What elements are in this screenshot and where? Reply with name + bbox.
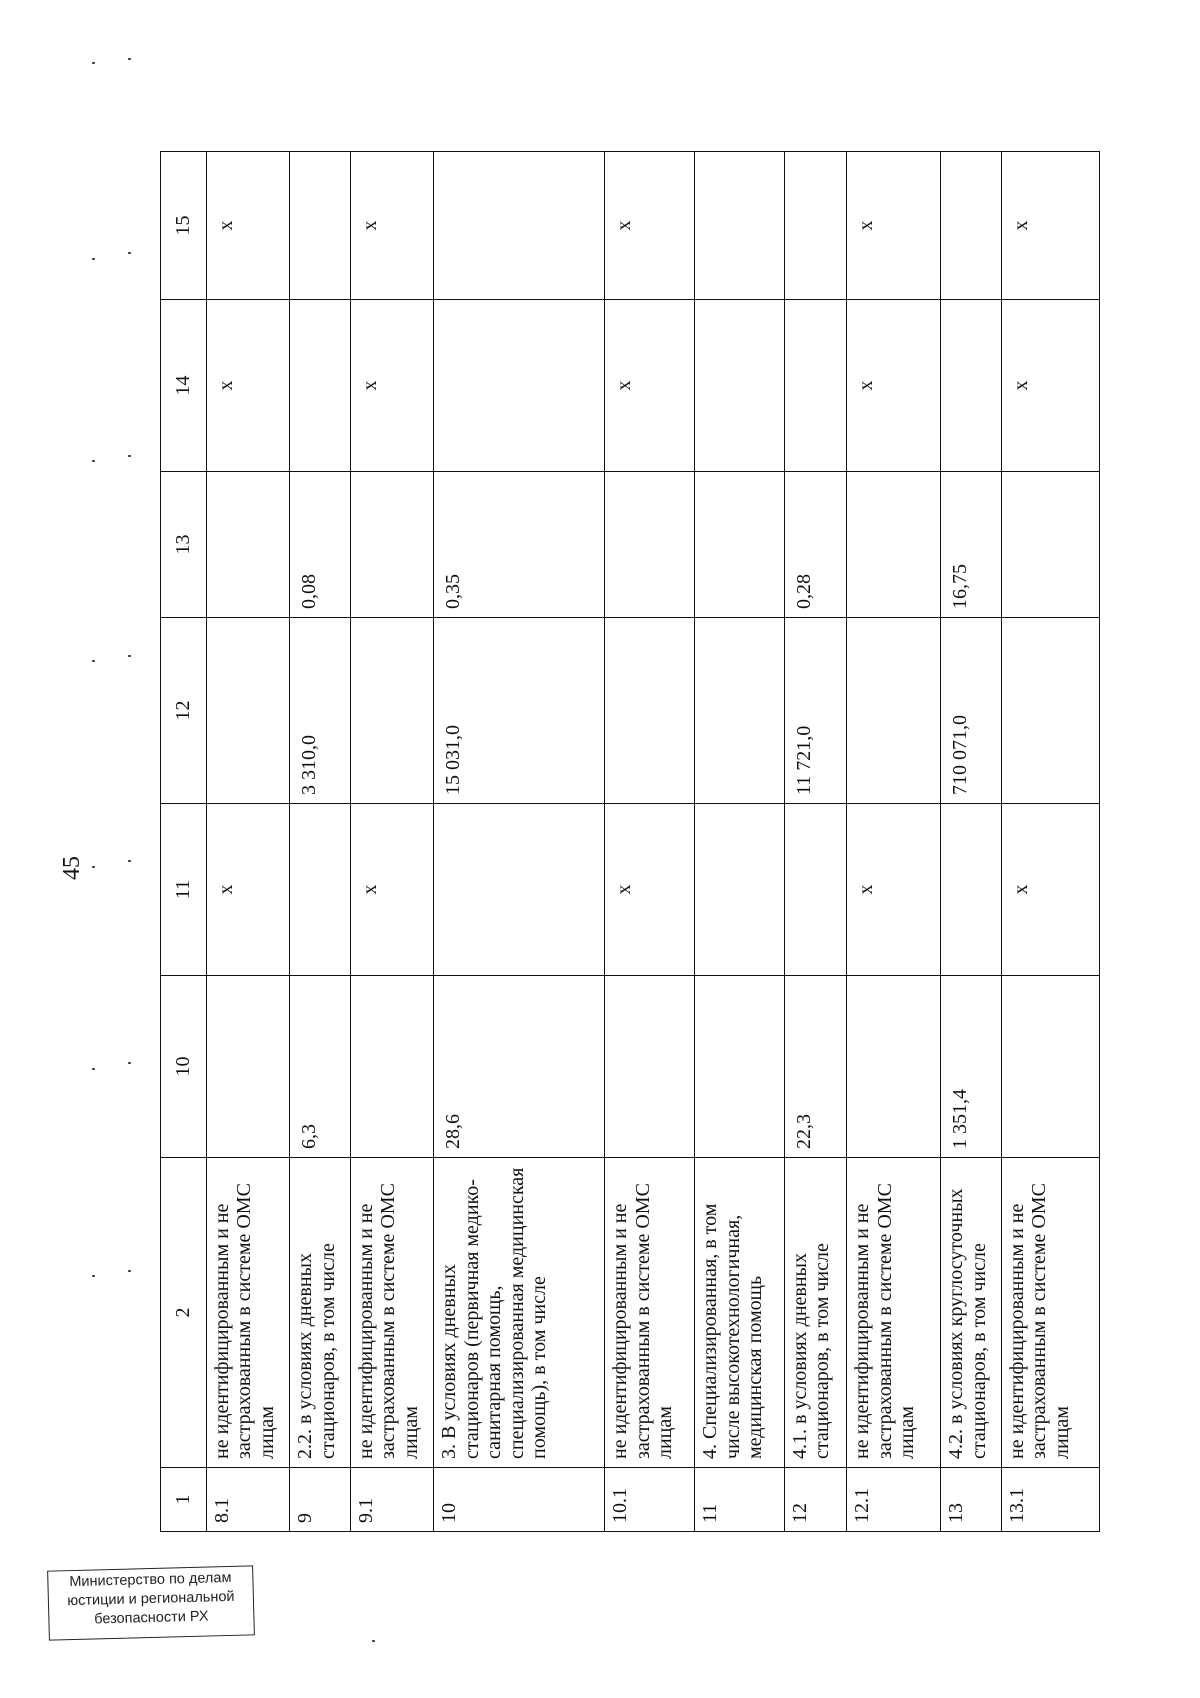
cell-col-11 bbox=[695, 804, 785, 976]
column-header-10: 10 bbox=[161, 976, 207, 1158]
cell-col-11 bbox=[290, 804, 351, 976]
cell-col-12 bbox=[847, 618, 941, 804]
stamp-line: юстиции и региональной bbox=[67, 1588, 235, 1610]
row-number: 10.1 bbox=[605, 1468, 695, 1532]
row-number: 8.1 bbox=[207, 1468, 290, 1532]
column-header-11: 11 bbox=[161, 804, 207, 976]
scan-speck bbox=[128, 860, 131, 862]
cell-col-10 bbox=[847, 976, 941, 1158]
row-number: 12 bbox=[784, 1468, 847, 1532]
cell-col-13: 16,75 bbox=[941, 472, 1002, 618]
cell-col-12 bbox=[207, 618, 290, 804]
cell-col-13 bbox=[350, 472, 433, 618]
cell-col-11 bbox=[941, 804, 1002, 976]
scan-speck bbox=[128, 1270, 131, 1272]
cell-col-10: 6,3 bbox=[290, 976, 351, 1158]
column-header-15: 15 bbox=[161, 152, 207, 300]
table-row bbox=[350, 152, 433, 1532]
cell-col-11: х bbox=[847, 804, 941, 976]
cell-col-12 bbox=[695, 618, 785, 804]
cell-col-13 bbox=[605, 472, 695, 618]
row-description: не идентифицированным и не застрахованным в системе ОМС лицам bbox=[207, 1158, 290, 1468]
cell-col-13 bbox=[695, 472, 785, 618]
cell-col-11 bbox=[784, 804, 847, 976]
table-row bbox=[847, 152, 941, 1532]
row-number: 12.1 bbox=[847, 1468, 941, 1532]
cell-col-15: х bbox=[350, 152, 433, 300]
stamp-line: безопасности РХ bbox=[93, 1608, 209, 1628]
cell-col-13 bbox=[207, 472, 290, 618]
table-row bbox=[207, 152, 290, 1532]
data-table bbox=[160, 151, 1100, 1532]
cell-col-12: 15 031,0 bbox=[434, 618, 605, 804]
column-header-2: 2 bbox=[161, 1158, 207, 1468]
cell-col-14: х bbox=[350, 300, 433, 472]
header-row bbox=[161, 152, 207, 1532]
cell-col-10 bbox=[695, 976, 785, 1158]
cell-col-15: х bbox=[605, 152, 695, 300]
column-header-1: 1 bbox=[161, 1468, 207, 1532]
table-row bbox=[434, 152, 605, 1532]
cell-col-15: х bbox=[847, 152, 941, 300]
cell-col-10: 1 351,4 bbox=[941, 976, 1002, 1158]
cell-col-14 bbox=[290, 300, 351, 472]
scan-speck bbox=[128, 58, 131, 60]
row-description: 4.2. в условиях круглосуточных стационаров, в том числе bbox=[941, 1158, 1002, 1468]
cell-col-12 bbox=[1001, 618, 1099, 804]
row-number: 10 bbox=[434, 1468, 605, 1532]
cell-col-14 bbox=[434, 300, 605, 472]
page-number: 45 bbox=[58, 856, 85, 880]
table-row bbox=[290, 152, 351, 1532]
scan-speck bbox=[128, 655, 131, 657]
cell-col-14 bbox=[784, 300, 847, 472]
cell-col-15 bbox=[941, 152, 1002, 300]
cell-col-11: х bbox=[350, 804, 433, 976]
scan-speck bbox=[92, 460, 95, 462]
row-description: не идентифицированным и не застрахованным в системе ОМС лицам bbox=[605, 1158, 695, 1468]
cell-col-15 bbox=[784, 152, 847, 300]
cell-col-14: х bbox=[207, 300, 290, 472]
cell-col-13: 0,28 bbox=[784, 472, 847, 618]
cell-col-11 bbox=[434, 804, 605, 976]
row-number: 13.1 bbox=[1001, 1468, 1099, 1532]
scan-speck bbox=[128, 1062, 131, 1064]
cell-col-13: 0,35 bbox=[434, 472, 605, 618]
scan-speck bbox=[92, 62, 95, 64]
table-row bbox=[941, 152, 1002, 1532]
row-number: 13 bbox=[941, 1468, 1002, 1532]
cell-col-10 bbox=[1001, 976, 1099, 1158]
cell-col-10 bbox=[605, 976, 695, 1158]
cell-col-14 bbox=[695, 300, 785, 472]
cell-col-12: 3 310,0 bbox=[290, 618, 351, 804]
cell-col-12 bbox=[350, 618, 433, 804]
row-description: не идентифицированным и не застрахованным в системе ОМС лицам bbox=[1001, 1158, 1099, 1468]
scan-speck bbox=[128, 252, 131, 254]
table-row bbox=[784, 152, 847, 1532]
row-number: 9.1 bbox=[350, 1468, 433, 1532]
cell-col-15 bbox=[434, 152, 605, 300]
cell-col-15 bbox=[290, 152, 351, 300]
registration-stamp bbox=[47, 1565, 255, 1640]
cell-col-14 bbox=[941, 300, 1002, 472]
row-description: 2.2. в условиях дневных стационаров, в том числе bbox=[290, 1158, 351, 1468]
cell-col-11: х bbox=[605, 804, 695, 976]
rotated-table-container bbox=[160, 152, 1100, 1532]
row-description: не идентифицированным и не застрахованным в системе ОМС лицам bbox=[847, 1158, 941, 1468]
cell-col-15 bbox=[695, 152, 785, 300]
cell-col-14: х bbox=[847, 300, 941, 472]
row-description: не идентифицированным и не застрахованным в системе ОМС лицам bbox=[350, 1158, 433, 1468]
stamp-line: Министерство по делам bbox=[69, 1569, 232, 1591]
row-description: 4. Специализированная, в том числе высокотехнологичная, медицинская помощь bbox=[695, 1158, 785, 1468]
cell-col-10 bbox=[350, 976, 433, 1158]
scan-speck bbox=[128, 455, 131, 457]
cell-col-15: х bbox=[1001, 152, 1099, 300]
cell-col-10: 22,3 bbox=[784, 976, 847, 1158]
cell-col-10 bbox=[207, 976, 290, 1158]
cell-col-11: х bbox=[207, 804, 290, 976]
column-header-13: 13 bbox=[161, 472, 207, 618]
scan-speck bbox=[92, 1275, 95, 1277]
row-description: 3. В условиях дневных стационаров (первичная медико-санитарная помощь, специализированная медицинская помощь), в том числе bbox=[434, 1158, 605, 1468]
cell-col-13: 0,08 bbox=[290, 472, 351, 618]
cell-col-14: х bbox=[605, 300, 695, 472]
column-header-12: 12 bbox=[161, 618, 207, 804]
table-row bbox=[605, 152, 695, 1532]
row-number: 11 bbox=[695, 1468, 785, 1532]
cell-col-13 bbox=[847, 472, 941, 618]
cell-col-10: 28,6 bbox=[434, 976, 605, 1158]
cell-col-12 bbox=[605, 618, 695, 804]
table-row bbox=[695, 152, 785, 1532]
row-description: 4.1. в условиях дневных стационаров, в том числе bbox=[784, 1158, 847, 1468]
cell-col-15: х bbox=[207, 152, 290, 300]
table-row bbox=[1001, 152, 1099, 1532]
scan-speck bbox=[372, 1640, 375, 1642]
scan-speck bbox=[92, 660, 95, 662]
cell-col-12: 710 071,0 bbox=[941, 618, 1002, 804]
scan-speck bbox=[92, 1068, 95, 1070]
cell-col-12: 11 721,0 bbox=[784, 618, 847, 804]
scan-speck bbox=[92, 866, 95, 868]
cell-col-14: х bbox=[1001, 300, 1099, 472]
column-header-14: 14 bbox=[161, 300, 207, 472]
cell-col-13 bbox=[1001, 472, 1099, 618]
scan-speck bbox=[92, 258, 95, 260]
row-number: 9 bbox=[290, 1468, 351, 1532]
cell-col-11: х bbox=[1001, 804, 1099, 976]
